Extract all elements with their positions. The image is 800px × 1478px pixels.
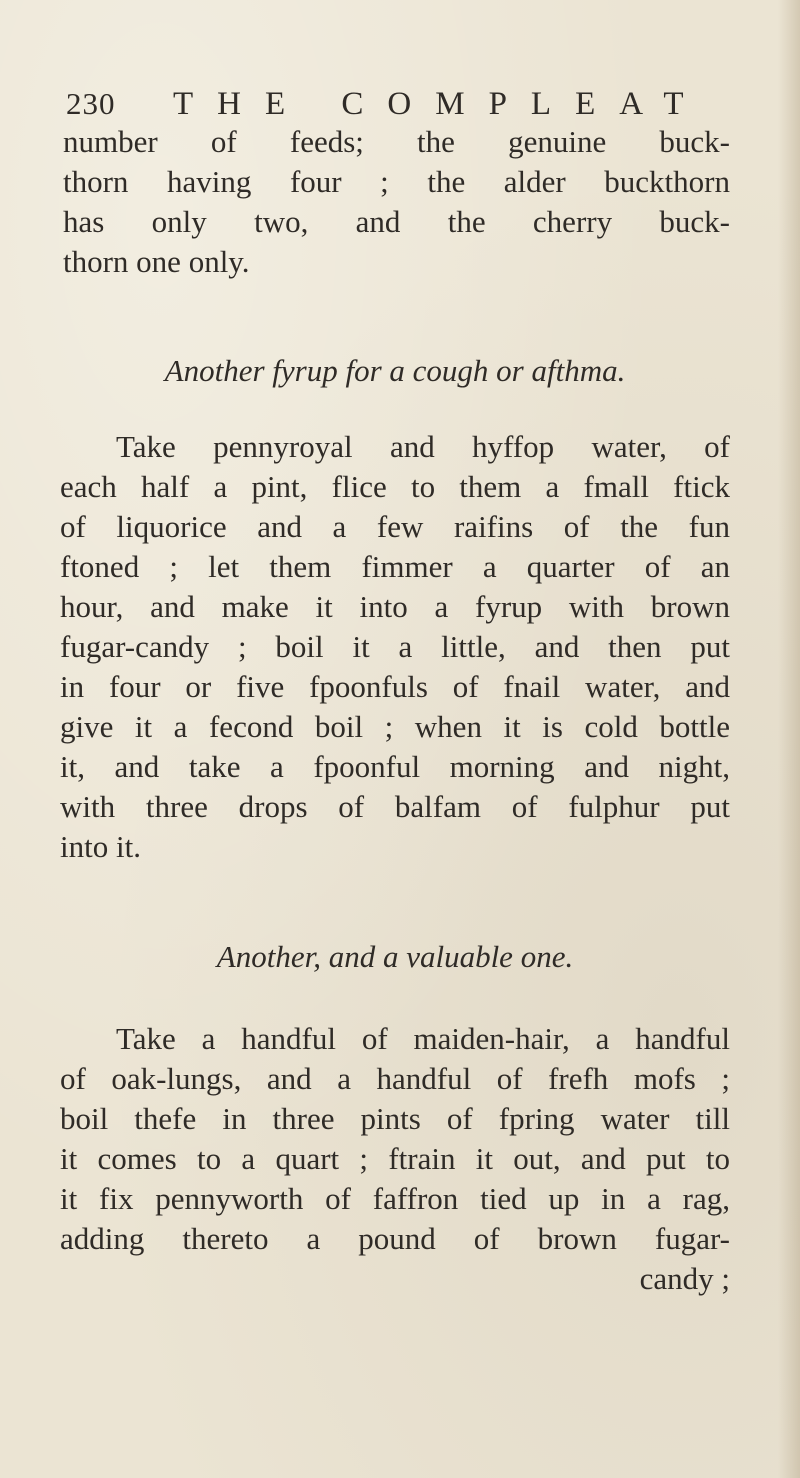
catchword: candy ; <box>639 1261 730 1296</box>
page-number: 230 <box>66 86 116 121</box>
recipe-paragraph <box>60 1019 730 1299</box>
text-line: has only two, and the cherry buck- <box>63 204 730 239</box>
text-line: fugar-candy ; boil it a little, and then put <box>60 629 730 664</box>
continuation-paragraph <box>60 122 730 282</box>
text-line: in four or five fpoonfuls of fnail water, and <box>60 669 730 704</box>
text-line: with three drops of balfam of fulphur put <box>60 789 730 824</box>
text-line: adding thereto a pound of brown fugar- <box>60 1221 730 1256</box>
text-line: Take a handful of maiden-hair, a handful <box>116 1021 730 1056</box>
section-heading: Another, and a valuable one. <box>216 939 574 974</box>
recipe-paragraph <box>60 427 730 867</box>
text-line: it comes to a quart ; ftrain it out, and put to <box>60 1141 730 1176</box>
text-line: hour, and make it into a fyrup with brown <box>60 589 730 624</box>
text-line: thorn one only. <box>63 244 250 279</box>
text-line: each half a pint, flice to them a fmall ftick <box>60 469 730 504</box>
text-line: give it a fecond boil ; when it is cold bottle <box>60 709 730 744</box>
text-line: ftoned ; let them fimmer a quarter of an <box>60 549 730 584</box>
text-line: number of feeds; the genuine buck- <box>63 124 730 159</box>
text-line: it, and take a fpoonful morning and night, <box>60 749 730 784</box>
page-edge-shadow <box>778 0 800 1478</box>
text-line: Take pennyroyal and hyffop water, of <box>116 429 730 464</box>
text-line: of oak-lungs, and a handful of frefh mofs ; <box>60 1061 730 1096</box>
running-title: THE COMPLEAT <box>173 86 708 122</box>
text-line: of liquorice and a few raifins of the fun <box>60 509 730 544</box>
text-line: boil thefe in three pints of fpring water till <box>60 1101 730 1136</box>
text-line: thorn having four ; the alder buckthorn <box>63 164 730 199</box>
text-line: into it. <box>60 829 141 864</box>
section-heading: Another fyrup for a cough or afthma. <box>164 353 626 388</box>
text-line: it fix pennyworth of faffron tied up in a rag, <box>60 1181 730 1216</box>
